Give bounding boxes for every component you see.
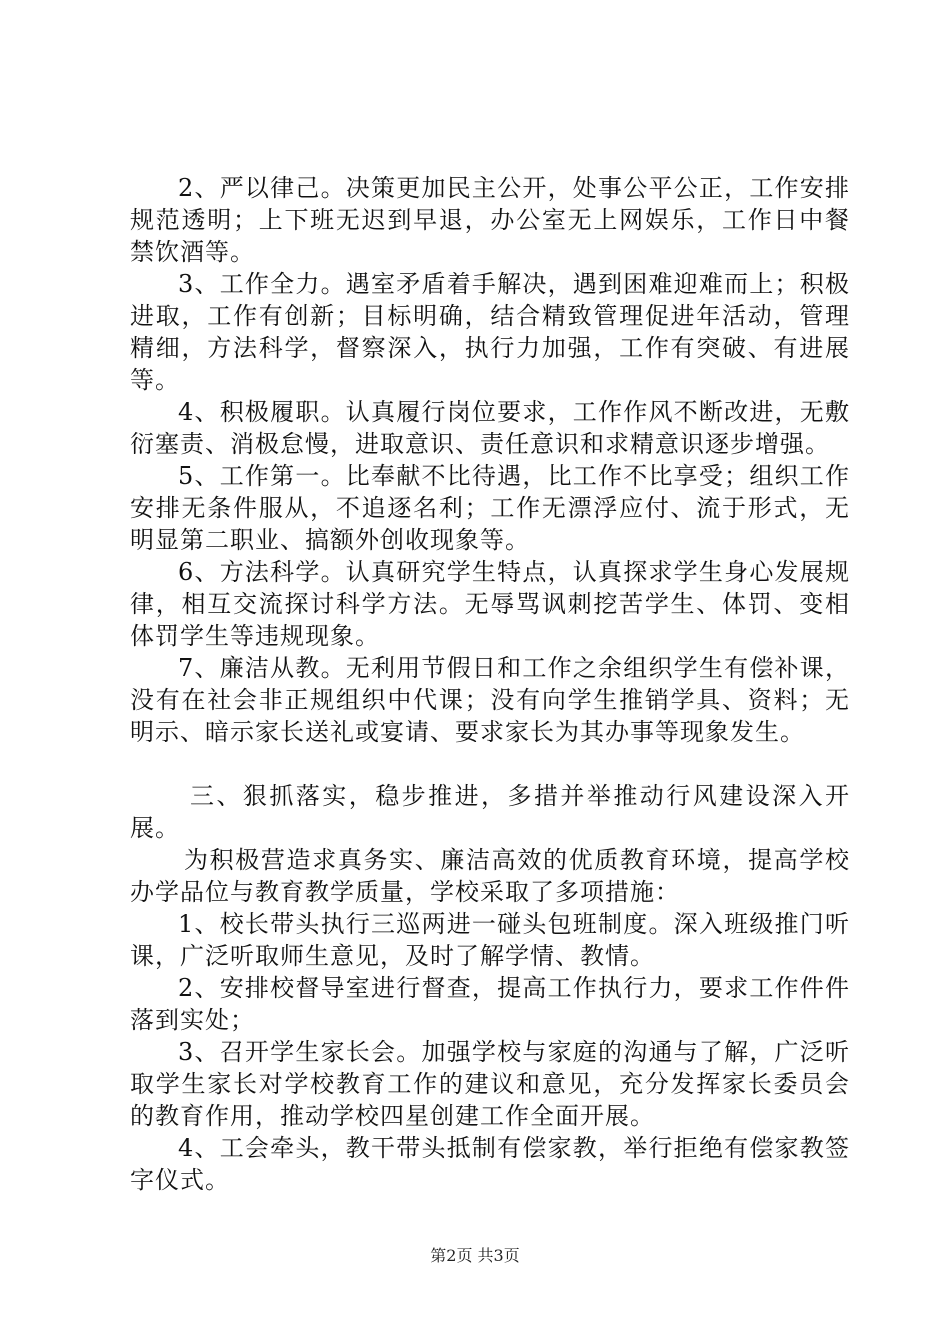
paragraph-item-5: 5、工作第一。比奉献不比待遇，比工作不比享受；组织工作安排无条件服从，不追逐名利；工作无漂浮应付、流于形式，无明显第二职业、搞额外创收现象等。 xyxy=(130,462,850,554)
section-heading: 三、狠抓落实，稳步推进，多措并举推动行风建设深入开展。 xyxy=(130,782,850,842)
document-body xyxy=(130,172,850,1196)
measure-item-1: 1、校长带头执行三巡两进一碰头包班制度。深入班级推门听课，广泛听取师生意见，及时了解学情、教情。 xyxy=(130,910,850,970)
paragraph-item-6: 6、方法科学。认真研究学生特点，认真探求学生身心发展规律，相互交流探讨科学方法。无辱骂讽刺挖苦学生、体罚、变相体罚学生等违规现象。 xyxy=(130,558,850,650)
paragraph-item-3: 3、工作全力。遇室矛盾着手解决，遇到困难迎难而上；积极进取，工作有创新；目标明确，结合精致管理促进年活动，管理精细，方法科学，督察深入，执行力加强，工作有突破、有进展等。 xyxy=(130,270,850,394)
measure-item-4: 4、工会牵头，教干带头抵制有偿家教，举行拒绝有偿家教签字仪式。 xyxy=(130,1134,850,1194)
paragraph-item-2: 2、严以律己。决策更加民主公开，处事公平公正，工作安排规范透明；上下班无迟到早退，办公室无上网娱乐，工作日中餐禁饮酒等。 xyxy=(130,174,850,266)
section-intro: 为积极营造求真务实、廉洁高效的优质教育环境，提高学校办学品位与教育教学质量，学校采取了多项措施： xyxy=(130,846,850,906)
measure-item-3: 3、召开学生家长会。加强学校与家庭的沟通与了解，广泛听取学生家长对学校教育工作的建议和意见，充分发挥家长委员会的教育作用，推动学校四星创建工作全面开展。 xyxy=(130,1038,850,1130)
paragraph-item-4: 4、积极履职。认真履行岗位要求，工作作风不断改进，无敷衍塞责、消极怠慢，进取意识、责任意识和求精意识逐步增强。 xyxy=(130,398,850,458)
paragraph-item-7: 7、廉洁从教。无利用节假日和工作之余组织学生有偿补课，没有在社会非正规组织中代课；没有向学生推销学具、资料；无明示、暗示家长送礼或宴请、要求家长为其办事等现象发生。 xyxy=(130,654,850,746)
measure-item-2: 2、安排校督导室进行督查，提高工作执行力，要求工作件件落到实处； xyxy=(130,974,850,1034)
page-number-footer: 第2页 共3页 xyxy=(430,1246,520,1265)
